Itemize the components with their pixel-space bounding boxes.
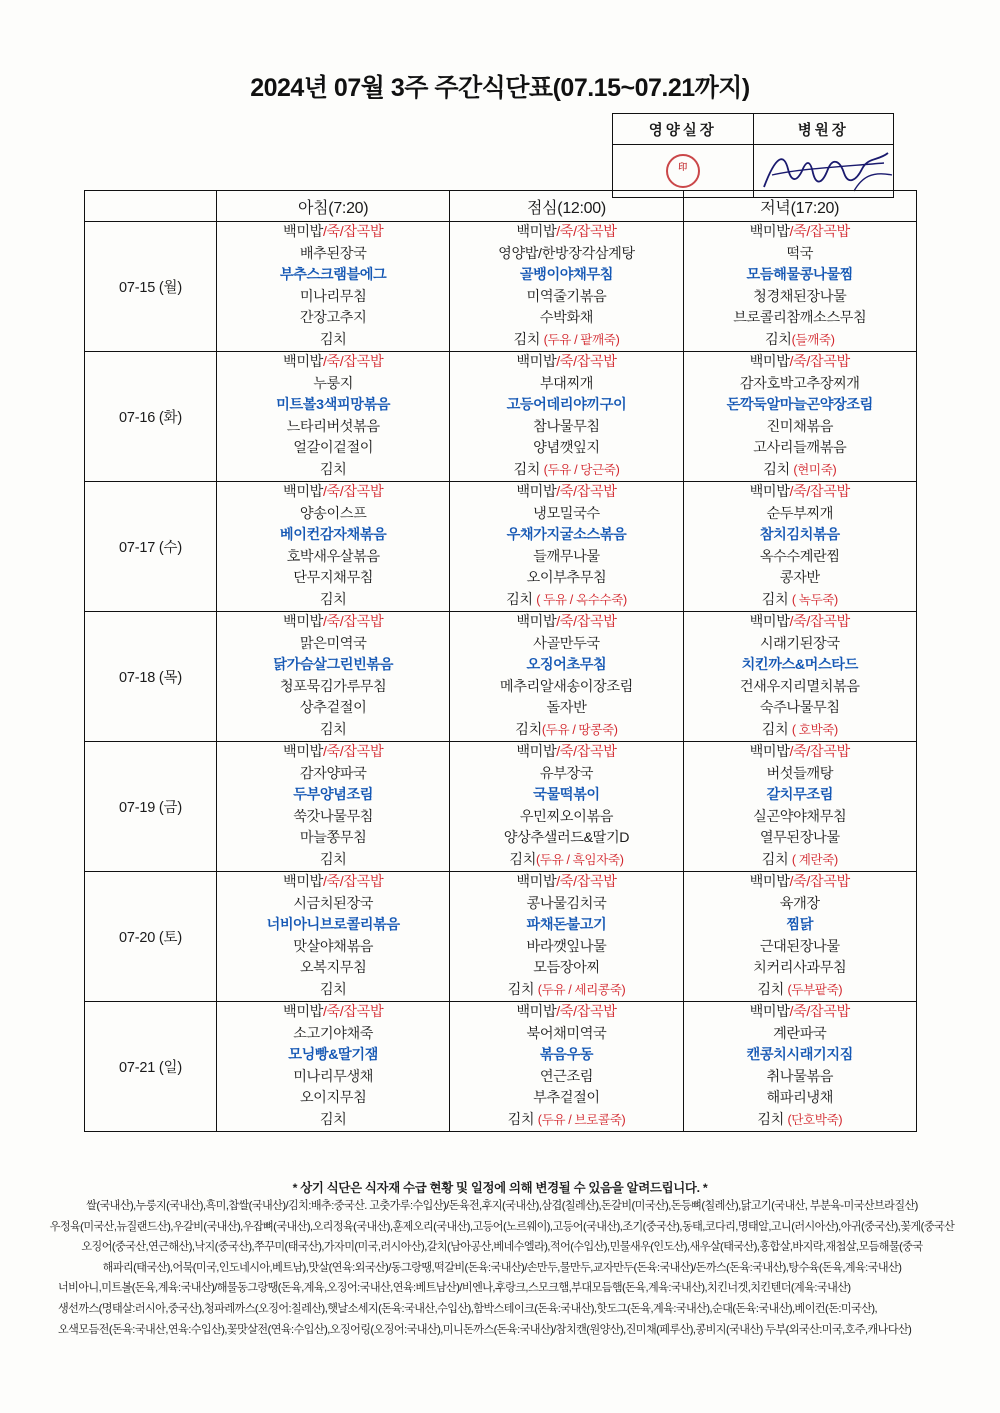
header-dinner: 저녁(17:20) xyxy=(683,191,916,222)
cell-lunch xyxy=(450,1002,683,1132)
menu-item: 파채돈불고기 xyxy=(526,917,607,933)
cell-dinner xyxy=(683,612,916,742)
menu-item: 김치 (두유 / 세리콩죽) xyxy=(507,981,626,998)
menu-item: 옥수수계란찜 xyxy=(759,548,840,565)
menu-item: 오이지무침 xyxy=(299,1090,367,1106)
origin-line: 오징어(중국산,연근해산),낙지(중국산),쭈꾸미(태국산),가자미(미국,러시아산),갈치(남아공산,베네수엘라),적어(수입산),민물새우(인도산),새우살(태국산),홍합살,바지락,재첩살,모듬해물(중국 xyxy=(81,1241,923,1254)
menu-item: 상추겉절이 xyxy=(299,700,367,716)
menu-item: 김치 xyxy=(319,1111,347,1128)
menu-item: 김치 xyxy=(319,851,347,868)
menu-item: 미역줄기볶음 xyxy=(526,288,607,305)
menu-item: 백미밥/죽/잡곡밥 xyxy=(749,354,850,370)
menu-item: 소고기야채죽 xyxy=(293,1025,374,1042)
menu-item: 너비아니브로콜리볶음 xyxy=(266,917,400,933)
cell-dinner xyxy=(683,222,916,352)
cell-breakfast xyxy=(217,222,450,352)
cell-lunch xyxy=(450,612,683,742)
cell-lunch xyxy=(450,872,683,1002)
menu-item: 버섯들깨탕 xyxy=(766,765,833,782)
menu-item: 단무지채무침 xyxy=(293,570,374,586)
cell-breakfast xyxy=(217,1002,450,1132)
origin-line: 오색모듬전(돈육:국내산,연육:수입산),꽃맛살전(연육:수입산),오징어링(오징어:국내산),미니돈까스(돈육:국내산)/참치캔(원양산),진미채(페루산),콩비지(국내산) 두부(외국산:미국,호주,캐나다산) xyxy=(58,1323,912,1336)
cell-breakfast xyxy=(217,352,450,482)
cell-breakfast xyxy=(217,742,450,872)
cell-day: 07-17 (수) xyxy=(85,482,217,612)
cell-dinner xyxy=(683,482,916,612)
table-row xyxy=(85,222,917,352)
table-header-row xyxy=(85,191,917,222)
menu-item: 백미밥/죽/잡곡밥 xyxy=(283,354,384,370)
menu-item: 김치(두유 / 흑임자죽) xyxy=(509,851,624,868)
menu-item: 영양밥/한방장각삼계탕 xyxy=(498,245,635,262)
menu-item: 부대찌개 xyxy=(539,375,594,392)
menu-item: 감자양파국 xyxy=(299,765,367,782)
menu-item: 콩나물김치국 xyxy=(526,895,607,912)
menu-item: 배추된장국 xyxy=(299,245,367,262)
menu-item: 쑥갓나물무침 xyxy=(293,808,374,825)
weekly-menu-table xyxy=(84,190,917,1132)
menu-item: 국물떡볶이 xyxy=(533,787,600,803)
origin-line: 우정육(미국산,뉴질랜드산),우갈비(국내산),우잡뼈(국내산),오리정육(국내산),훈제오리(국내산),고등어(노르웨이),고등어(국내산),조기(중국산),동태,코다리,명태알,고니(러시아산),아귀(중국산),꽃게(중국산 xyxy=(49,1220,955,1233)
signature-column-director xyxy=(753,114,894,197)
menu-item: 우채가지굴소스볶음 xyxy=(506,527,627,543)
menu-item: 백미밥/죽/잡곡밥 xyxy=(516,484,617,500)
menu-item: 참나물무침 xyxy=(533,418,600,435)
menu-item: 백미밥/죽/잡곡밥 xyxy=(283,874,384,890)
menu-item: 김치 xyxy=(319,461,347,478)
cell-lunch xyxy=(450,742,683,872)
menu-item: 오이부추무침 xyxy=(526,570,607,586)
menu-item: 김치 (두유 / 브로콜죽) xyxy=(507,1111,626,1128)
menu-item: 북어채미역국 xyxy=(526,1025,607,1042)
origin-info-block xyxy=(20,1196,984,1340)
cell-dinner xyxy=(683,352,916,482)
menu-item: 부추겉절이 xyxy=(533,1090,600,1106)
menu-item: 감자호박고추장찌개 xyxy=(739,375,860,392)
disclaimer-note: * 상기 식단은 식자재 수급 현황 및 일정에 의해 변경될 수 있음을 알려드립니다. * xyxy=(292,1181,708,1195)
menu-item: 고등어데리야끼구이 xyxy=(506,397,627,413)
origin-line: 해파리(태국산),어묵(미국,인도네시아,베트남),맛살(연육:외국산)/동그랑땡,떡갈비(돈육:국내산)/손만두,물만두,교자만두(돈육:국내산)/돈까스(돈육:국내산),탕수육(돈육,계육:국내산) xyxy=(102,1261,902,1274)
menu-item: 백미밥/죽/잡곡밥 xyxy=(749,744,850,760)
menu-item: 김치(들깨죽) xyxy=(764,331,835,348)
menu-item: 미나리무생채 xyxy=(293,1068,374,1085)
page-title: 2024년 07월 3주 주간식단표(07.15~07.21까지) xyxy=(250,74,750,102)
menu-item: 호박새우살볶음 xyxy=(286,548,380,565)
header-lunch: 점심(12:00) xyxy=(450,191,683,222)
menu-item: 마늘쫑무침 xyxy=(299,830,367,846)
menu-item: 김치 ( 호박죽) xyxy=(761,721,838,738)
origin-line: 너비아니,미트볼(돈육,계육:국내산)/해물동그랑땡(돈육,계육,오징어:국내산,연육:베트남산)/비엔나,후랑크,스모크햄,부대모듬햄(돈육,계육:국내산),치킨너겟,치킨텐더(계육:국내산) xyxy=(58,1282,851,1295)
menu-item: 시금치된장국 xyxy=(293,895,374,912)
menu-item: 김치 (현미죽) xyxy=(763,461,837,478)
menu-item: 김치 ( 녹두죽) xyxy=(761,591,838,608)
menu-item: 캔콩치시래기지짐 xyxy=(746,1047,853,1063)
menu-item: 진미채볶음 xyxy=(766,418,833,435)
table-row xyxy=(85,482,917,612)
menu-item: 간장고추지 xyxy=(299,310,367,326)
menu-item: 치킨까스&머스타드 xyxy=(741,657,858,673)
menu-item: 백미밥/죽/잡곡밥 xyxy=(283,614,384,630)
menu-item: 볶음우동 xyxy=(539,1047,594,1063)
menu-item: 연근조림 xyxy=(539,1068,594,1085)
signature-label-nutrition: 영양실장 xyxy=(613,114,753,145)
menu-item: 유부장국 xyxy=(539,765,594,782)
menu-item: 백미밥/죽/잡곡밥 xyxy=(516,744,617,760)
cell-dinner xyxy=(683,742,916,872)
menu-item: 열무된장나물 xyxy=(759,830,840,846)
menu-item: 돌자반 xyxy=(546,700,587,716)
menu-item: 청경채된장나물 xyxy=(753,288,847,305)
cell-breakfast xyxy=(217,482,450,612)
menu-item: 백미밥/죽/잡곡밥 xyxy=(283,224,384,240)
menu-item: 건새우지리멸치볶음 xyxy=(739,678,860,695)
cell-day: 07-15 (월) xyxy=(85,222,217,352)
menu-item: 골뱅이야채무침 xyxy=(519,267,614,283)
menu-item: 순두부찌개 xyxy=(766,505,833,522)
menu-item: 계란파국 xyxy=(773,1025,827,1042)
menu-item: 김치 xyxy=(319,721,347,738)
menu-item: 맛살야채볶음 xyxy=(293,938,374,955)
menu-item: 백미밥/죽/잡곡밥 xyxy=(749,484,850,500)
menu-item: 갈치무조림 xyxy=(766,787,833,803)
menu-item: 취나물볶음 xyxy=(766,1068,833,1085)
cell-lunch xyxy=(450,482,683,612)
cell-day: 07-20 (토) xyxy=(85,872,217,1002)
menu-item: 닭가슴살그린빈볶음 xyxy=(273,657,394,673)
menu-item: 김치 (두유 / 팥깨죽) xyxy=(513,331,620,348)
menu-item: 백미밥/죽/잡곡밥 xyxy=(516,1004,617,1020)
menu-item: 베이컨감자채볶음 xyxy=(279,527,387,543)
menu-item: 백미밥/죽/잡곡밥 xyxy=(516,874,617,890)
menu-item: 김치 (단호박죽) xyxy=(757,1111,843,1128)
table-row xyxy=(85,1002,917,1132)
menu-item: 두부양념조림 xyxy=(293,787,374,803)
menu-item: 김치 xyxy=(319,981,347,998)
menu-item: 우민찌오이볶음 xyxy=(519,808,614,825)
menu-item: 김치 ( 두유 / 옥수수죽) xyxy=(506,591,627,608)
menu-item: 맑은미역국 xyxy=(299,635,367,652)
menu-item: 육개장 xyxy=(779,895,820,912)
cell-day: 07-16 (화) xyxy=(85,352,217,482)
menu-item: 백미밥/죽/잡곡밥 xyxy=(516,224,617,240)
menu-item: 수박화채 xyxy=(539,310,594,326)
cell-lunch xyxy=(450,222,683,352)
menu-item: 백미밥/죽/잡곡밥 xyxy=(283,744,384,760)
menu-item: 미트볼3색피망볶음 xyxy=(276,397,391,413)
menu-item: 모듬장아찌 xyxy=(533,960,600,976)
menu-item: 김치 (두유 / 당근죽) xyxy=(513,461,620,478)
menu-item: 김치 ( 계란죽) xyxy=(761,851,838,868)
menu-item: 콩자반 xyxy=(779,570,820,586)
table-row xyxy=(85,742,917,872)
menu-item: 해파리냉채 xyxy=(766,1090,833,1106)
menu-item: 바라깻잎나물 xyxy=(526,938,607,955)
handwritten-signature-icon xyxy=(758,147,893,195)
table-row xyxy=(85,872,917,1002)
menu-item: 모닝빵&딸기잼 xyxy=(288,1047,378,1063)
menu-item: 김치(두유 / 땅콩죽) xyxy=(515,721,618,738)
menu-item: 브로콜리참깨소스무침 xyxy=(733,310,867,326)
menu-item: 들깨무나물 xyxy=(533,548,600,565)
table-row xyxy=(85,612,917,742)
cell-day: 07-18 (목) xyxy=(85,612,217,742)
menu-item: 참치김치볶음 xyxy=(759,527,840,543)
cell-dinner xyxy=(683,872,916,1002)
origin-line: 생선까스(명태살:러시아,중국산),청파레까스(오징어:칠레산),햇날소세지(돈육:국내산,수입산),함박스테이크(돈육:국내산),핫도그(돈육,계육:국내산),순대(돈육:국내산),베이컨(돈:미국산), xyxy=(58,1302,878,1315)
cell-breakfast xyxy=(217,872,450,1002)
menu-item: 백미밥/죽/잡곡밥 xyxy=(749,874,850,890)
menu-item: 냉모밀국수 xyxy=(533,505,600,522)
menu-item: 김치 xyxy=(319,591,347,608)
menu-item: 백미밥/죽/잡곡밥 xyxy=(749,1004,850,1020)
menu-item: 김치 xyxy=(319,331,347,348)
menu-item: 메추리알새송이장조림 xyxy=(499,678,633,695)
menu-item: 느타리버섯볶음 xyxy=(286,418,380,435)
menu-item: 양상추샐러드&딸기D xyxy=(503,830,630,846)
header-breakfast: 아침(7:20) xyxy=(217,191,450,222)
menu-item: 돈깍둑알마늘곤약장조림 xyxy=(726,397,873,413)
menu-item: 백미밥/죽/잡곡밥 xyxy=(283,484,384,500)
menu-item: 실곤약야채무침 xyxy=(753,808,847,825)
menu-item: 고사리들깨볶음 xyxy=(753,440,847,456)
menu-item: 백미밥/죽/잡곡밥 xyxy=(283,1004,384,1020)
menu-item: 백미밥/죽/잡곡밥 xyxy=(749,614,850,630)
menu-item: 떡국 xyxy=(786,245,814,262)
approval-signature-box xyxy=(612,113,894,198)
header-day xyxy=(85,191,217,222)
menu-item: 미나리무침 xyxy=(299,288,367,305)
menu-item: 부추스크램블에그 xyxy=(279,267,387,283)
menu-item: 근대된장나물 xyxy=(759,938,840,955)
menu-item: 오복지무침 xyxy=(299,960,367,976)
menu-item: 오징어초무침 xyxy=(526,657,607,673)
menu-item: 얼갈이겉절이 xyxy=(293,440,374,456)
menu-item: 시래기된장국 xyxy=(759,635,840,652)
menu-item: 모듬해물콩나물찜 xyxy=(746,267,853,283)
menu-item: 찜닭 xyxy=(786,917,814,933)
menu-item: 숙주나물무침 xyxy=(759,700,840,716)
menu-item: 청포묵김가루무침 xyxy=(279,678,387,695)
menu-item: 양념깻잎지 xyxy=(533,440,600,456)
cell-day: 07-19 (금) xyxy=(85,742,217,872)
menu-item: 양송이스프 xyxy=(299,505,367,522)
cell-breakfast xyxy=(217,612,450,742)
table-row xyxy=(85,352,917,482)
cell-day: 07-21 (일) xyxy=(85,1002,217,1132)
origin-line: 쌀(국내산),누룽지(국내산),흑미,찹쌀(국내산)/김치:배추:중국산. 고춧가루:수입산)/돈육전,후지(국내산),삼겹(칠레산),돈갈비(미국산),돈등뼈(칠레산),닭고기(국내산, 부분육-미국산브라질산) xyxy=(86,1200,918,1212)
menu-item: 누룽지 xyxy=(313,375,354,392)
signature-label-director: 병원장 xyxy=(754,114,894,145)
cell-dinner xyxy=(683,1002,916,1132)
seal-stamp-icon: 印 xyxy=(666,154,700,188)
menu-item: 백미밥/죽/잡곡밥 xyxy=(516,614,617,630)
menu-item: 김치 (두부팥죽) xyxy=(757,981,843,998)
signature-column-nutrition xyxy=(613,114,753,197)
menu-item: 백미밥/죽/잡곡밥 xyxy=(516,354,617,370)
menu-item: 치커리사과무침 xyxy=(753,960,847,976)
menu-item: 백미밥/죽/잡곡밥 xyxy=(749,224,850,240)
menu-item: 사골만두국 xyxy=(533,635,600,652)
cell-lunch xyxy=(450,352,683,482)
